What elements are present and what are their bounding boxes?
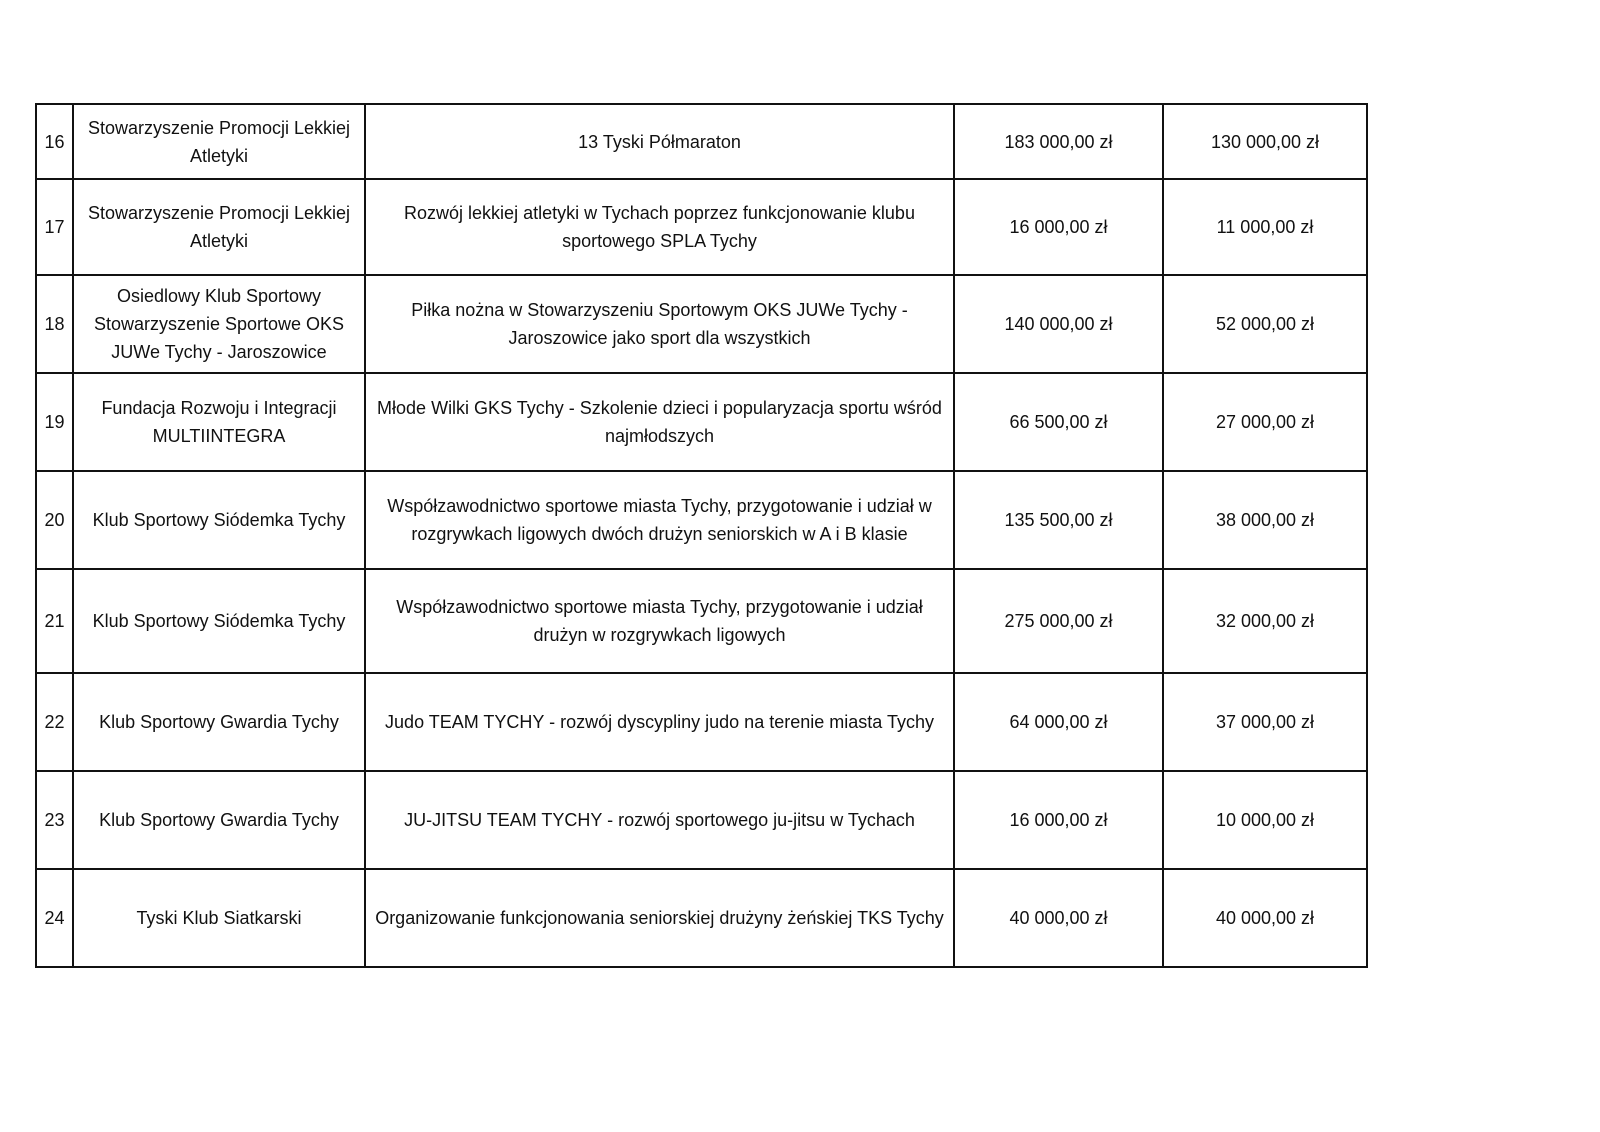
requested-amount-cell: 275 000,00 zł bbox=[954, 569, 1163, 673]
task-cell: Rozwój lekkiej atletyki w Tychach poprzez funkcjonowanie klubu sportowego SPLA Tychy bbox=[365, 179, 954, 275]
granted-amount-cell: 37 000,00 zł bbox=[1163, 673, 1367, 771]
organization-cell: Fundacja Rozwoju i Integracji MULTIINTEGRA bbox=[73, 373, 365, 471]
task-cell: Współzawodnictwo sportowe miasta Tychy, przygotowanie i udział w rozgrywkach ligowych dwóch drużyn seniorskich w A i B klasie bbox=[365, 471, 954, 569]
granted-amount-cell: 10 000,00 zł bbox=[1163, 771, 1367, 869]
requested-amount-cell: 16 000,00 zł bbox=[954, 179, 1163, 275]
organization-cell: Tyski Klub Siatkarski bbox=[73, 869, 365, 967]
row-number: 21 bbox=[36, 569, 73, 673]
row-number: 20 bbox=[36, 471, 73, 569]
requested-amount-cell: 40 000,00 zł bbox=[954, 869, 1163, 967]
grants-table bbox=[35, 103, 1368, 968]
organization-cell: Osiedlowy Klub Sportowy Stowarzyszenie Sportowe OKS JUWe Tychy - Jaroszowice bbox=[73, 275, 365, 373]
task-cell: Organizowanie funkcjonowania seniorskiej drużyny żeńskiej TKS Tychy bbox=[365, 869, 954, 967]
requested-amount-cell: 135 500,00 zł bbox=[954, 471, 1163, 569]
row-number: 18 bbox=[36, 275, 73, 373]
granted-amount-cell: 27 000,00 zł bbox=[1163, 373, 1367, 471]
table-row bbox=[36, 275, 1367, 373]
granted-amount-cell: 52 000,00 zł bbox=[1163, 275, 1367, 373]
row-number: 19 bbox=[36, 373, 73, 471]
table-row bbox=[36, 104, 1367, 179]
table-row bbox=[36, 771, 1367, 869]
organization-cell: Klub Sportowy Gwardia Tychy bbox=[73, 673, 365, 771]
granted-amount-cell: 38 000,00 zł bbox=[1163, 471, 1367, 569]
granted-amount-cell: 130 000,00 zł bbox=[1163, 104, 1367, 179]
organization-cell: Stowarzyszenie Promocji Lekkiej Atletyki bbox=[73, 104, 365, 179]
row-number: 17 bbox=[36, 179, 73, 275]
organization-cell: Klub Sportowy Siódemka Tychy bbox=[73, 471, 365, 569]
organization-cell: Klub Sportowy Siódemka Tychy bbox=[73, 569, 365, 673]
table-row bbox=[36, 179, 1367, 275]
granted-amount-cell: 32 000,00 zł bbox=[1163, 569, 1367, 673]
task-cell: Judo TEAM TYCHY - rozwój dyscypliny judo na terenie miasta Tychy bbox=[365, 673, 954, 771]
granted-amount-cell: 11 000,00 zł bbox=[1163, 179, 1367, 275]
task-cell: Młode Wilki GKS Tychy - Szkolenie dzieci i popularyzacja sportu wśród najmłodszych bbox=[365, 373, 954, 471]
task-cell: Współzawodnictwo sportowe miasta Tychy, przygotowanie i udział drużyn w rozgrywkach ligowych bbox=[365, 569, 954, 673]
table-row bbox=[36, 673, 1367, 771]
table-row bbox=[36, 869, 1367, 967]
row-number: 23 bbox=[36, 771, 73, 869]
granted-amount-cell: 40 000,00 zł bbox=[1163, 869, 1367, 967]
requested-amount-cell: 16 000,00 zł bbox=[954, 771, 1163, 869]
table-row bbox=[36, 569, 1367, 673]
row-number: 24 bbox=[36, 869, 73, 967]
organization-cell: Stowarzyszenie Promocji Lekkiej Atletyki bbox=[73, 179, 365, 275]
task-cell: Piłka nożna w Stowarzyszeniu Sportowym OKS JUWe Tychy - Jaroszowice jako sport dla wszystkich bbox=[365, 275, 954, 373]
requested-amount-cell: 183 000,00 zł bbox=[954, 104, 1163, 179]
organization-cell: Klub Sportowy Gwardia Tychy bbox=[73, 771, 365, 869]
task-cell: JU-JITSU TEAM TYCHY - rozwój sportowego ju-jitsu w Tychach bbox=[365, 771, 954, 869]
requested-amount-cell: 66 500,00 zł bbox=[954, 373, 1163, 471]
row-number: 22 bbox=[36, 673, 73, 771]
table-row bbox=[36, 373, 1367, 471]
task-cell: 13 Tyski Półmaraton bbox=[365, 104, 954, 179]
table-row bbox=[36, 471, 1367, 569]
requested-amount-cell: 140 000,00 zł bbox=[954, 275, 1163, 373]
row-number: 16 bbox=[36, 104, 73, 179]
requested-amount-cell: 64 000,00 zł bbox=[954, 673, 1163, 771]
